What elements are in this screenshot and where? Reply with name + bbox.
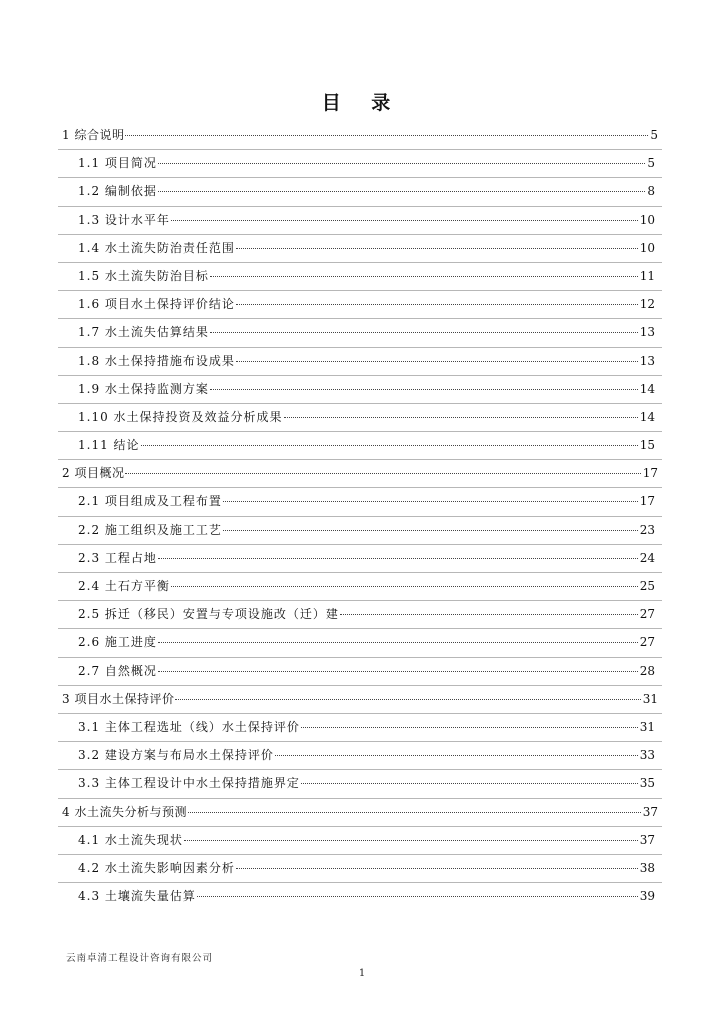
toc-entry-label: 3.1 主体工程选址（线）水土保持评价 xyxy=(78,719,300,734)
toc-entry-page: 27 xyxy=(639,635,655,650)
toc-dot-leader xyxy=(236,304,638,305)
toc-entry-label: 4.3 土壤流失量估算 xyxy=(78,889,196,904)
toc-dot-leader xyxy=(184,840,638,841)
toc-section-entry[interactable] xyxy=(62,855,658,882)
toc-dot-leader xyxy=(236,868,638,869)
footer-company: 云南卓清工程设计咨询有限公司 xyxy=(66,953,214,964)
toc-entry-label: 1.2 编制依据 xyxy=(78,184,157,199)
toc-title: 目 录 xyxy=(321,92,403,114)
toc-entry-page: 17 xyxy=(639,494,655,509)
toc-dot-leader xyxy=(171,586,638,587)
toc-entry-page: 14 xyxy=(639,409,655,424)
toc-section-entry[interactable] xyxy=(62,178,658,205)
toc-entry-label: 2.7 自然概况 xyxy=(78,663,157,678)
toc-entry-page: 24 xyxy=(639,550,655,565)
toc-section-entry[interactable] xyxy=(62,348,658,375)
toc-entry-label: 3.3 主体工程设计中水土保持措施界定 xyxy=(78,776,300,791)
toc-entry-page: 39 xyxy=(639,889,655,904)
toc-entry-page: 10 xyxy=(639,212,655,227)
toc-entry-label: 1.9 水土保持监测方案 xyxy=(78,381,209,396)
toc-entry-label: 2.4 土石方平衡 xyxy=(78,579,170,593)
toc-dot-leader xyxy=(175,699,640,700)
toc-entry-label: 1.4 水土流失防治责任范围 xyxy=(78,240,235,255)
toc-dot-leader xyxy=(223,501,638,502)
toc-dot-leader xyxy=(236,248,638,249)
toc-entry-page: 37 xyxy=(642,804,658,819)
toc-entry-label: 1.10 水土保持投资及效益分析成果 xyxy=(78,409,283,424)
toc-entry-page: 28 xyxy=(639,663,655,678)
toc-dot-leader xyxy=(340,614,638,615)
toc-entry-page: 5 xyxy=(650,128,658,142)
toc-entry-page: 35 xyxy=(639,776,655,791)
toc-entry-page: 14 xyxy=(639,381,655,396)
toc-entry-page: 31 xyxy=(642,691,658,706)
toc-entry-label: 4.1 水土流失现状 xyxy=(78,832,183,847)
toc-section-entry[interactable] xyxy=(62,827,658,854)
toc-entry-label: 2.6 施工进度 xyxy=(78,635,157,650)
toc-entry-page: 10 xyxy=(639,240,655,255)
toc-entry-label: 1.5 水土流失防治目标 xyxy=(78,268,209,283)
toc-section-entry[interactable] xyxy=(62,404,658,431)
toc-dot-leader xyxy=(171,220,638,221)
toc-dot-leader xyxy=(158,163,645,164)
toc-dot-leader xyxy=(158,642,638,643)
toc-entry-page: 25 xyxy=(639,579,655,593)
toc-chapter-entry[interactable] xyxy=(62,686,658,713)
toc-entry-page: 38 xyxy=(639,860,655,875)
toc-entry-label: 2.2 施工组织及施工工艺 xyxy=(78,522,222,537)
table-of-contents xyxy=(62,122,658,910)
toc-section-entry[interactable] xyxy=(62,742,658,769)
toc-section-entry[interactable] xyxy=(62,883,658,910)
toc-section-entry[interactable] xyxy=(62,376,658,403)
toc-section-entry[interactable] xyxy=(62,207,658,234)
toc-dot-leader xyxy=(301,727,638,728)
toc-dot-leader xyxy=(301,783,638,784)
toc-entry-label: 2.5 拆迁（移民）安置与专项设施改（迁）建 xyxy=(78,607,339,622)
toc-section-entry[interactable] xyxy=(62,714,658,741)
toc-section-entry[interactable] xyxy=(62,573,658,600)
toc-section-entry[interactable] xyxy=(62,658,658,685)
toc-section-entry[interactable] xyxy=(62,517,658,544)
toc-entry-page: 33 xyxy=(639,748,655,763)
footer-page-number: 1 xyxy=(358,968,366,979)
toc-entry-page: 27 xyxy=(639,607,655,622)
toc-entry-page: 23 xyxy=(639,522,655,537)
toc-dot-leader xyxy=(197,896,638,897)
toc-entry-label: 1.1 项目简况 xyxy=(78,156,157,171)
toc-dot-leader xyxy=(158,671,638,672)
toc-dot-leader xyxy=(141,445,638,446)
toc-section-entry[interactable] xyxy=(62,291,658,318)
toc-entry-label: 4.2 水土流失影响因素分析 xyxy=(78,860,235,875)
toc-entry-label: 1.7 水土流失估算结果 xyxy=(78,325,209,340)
toc-entry-label: 4 水土流失分析与预测 xyxy=(62,804,187,819)
toc-entry-page: 17 xyxy=(642,466,658,481)
toc-chapter-entry[interactable] xyxy=(62,122,658,149)
toc-entry-label: 1.3 设计水平年 xyxy=(78,212,170,227)
toc-entry-page: 12 xyxy=(639,297,655,312)
toc-entry-page: 13 xyxy=(639,325,655,340)
toc-section-entry[interactable] xyxy=(62,150,658,177)
toc-entry-label: 1 综合说明 xyxy=(62,128,125,142)
toc-dot-leader xyxy=(158,191,645,192)
toc-entry-page: 5 xyxy=(647,156,655,171)
toc-entry-page: 37 xyxy=(639,832,655,847)
toc-entry-label: 3.2 建设方案与布局水土保持评价 xyxy=(78,748,274,763)
toc-section-entry[interactable] xyxy=(62,601,658,628)
toc-section-entry[interactable] xyxy=(62,432,658,459)
toc-section-entry[interactable] xyxy=(62,545,658,572)
toc-entry-page: 8 xyxy=(647,184,655,199)
toc-entry-page: 13 xyxy=(639,353,655,368)
toc-dot-leader xyxy=(125,135,648,136)
toc-dot-leader xyxy=(210,332,638,333)
toc-section-entry[interactable] xyxy=(62,770,658,797)
toc-dot-leader xyxy=(125,473,640,474)
toc-section-entry[interactable] xyxy=(62,629,658,656)
toc-entry-label: 1.8 水土保持措施布设成果 xyxy=(78,353,235,368)
toc-section-entry[interactable] xyxy=(62,263,658,290)
toc-dot-leader xyxy=(236,361,638,362)
toc-entry-label: 2.3 工程占地 xyxy=(78,550,157,565)
toc-entry-label: 3 项目水土保持评价 xyxy=(62,691,175,706)
toc-entry-page: 15 xyxy=(639,438,655,453)
toc-section-entry[interactable] xyxy=(62,319,658,346)
toc-section-entry[interactable] xyxy=(62,235,658,262)
toc-dot-leader xyxy=(210,276,638,277)
toc-entry-page: 31 xyxy=(639,719,655,734)
toc-entry-label: 2 项目概况 xyxy=(62,466,125,481)
toc-entry-page: 11 xyxy=(639,268,655,283)
toc-entry-label: 1.6 项目水土保持评价结论 xyxy=(78,297,235,312)
toc-chapter-entry[interactable] xyxy=(62,460,658,487)
toc-dot-leader xyxy=(223,530,638,531)
toc-dot-leader xyxy=(284,417,638,418)
toc-dot-leader xyxy=(188,812,641,813)
toc-entry-label: 2.1 项目组成及工程布置 xyxy=(78,494,222,509)
toc-section-entry[interactable] xyxy=(62,488,658,515)
toc-chapter-entry[interactable] xyxy=(62,799,658,826)
toc-entry-label: 1.11 结论 xyxy=(78,438,140,453)
toc-dot-leader xyxy=(275,755,638,756)
toc-dot-leader xyxy=(210,389,638,390)
toc-dot-leader xyxy=(158,558,638,559)
